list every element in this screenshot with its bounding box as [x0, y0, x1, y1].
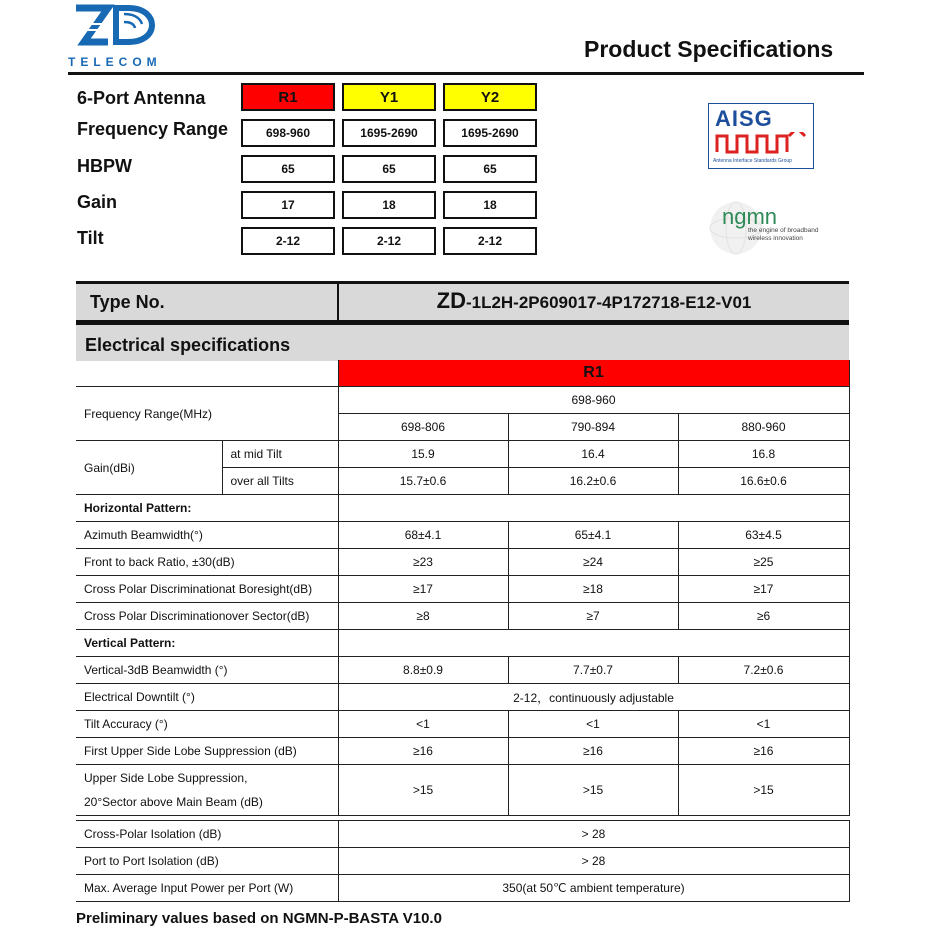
table-cell [338, 630, 849, 657]
row-label: Frequency Range(MHz) [76, 387, 338, 441]
band-header-r1: R1 [241, 83, 335, 111]
page-title: Product Specifications [584, 36, 834, 62]
table-cell: >15 [508, 765, 678, 816]
table-cell: <1 [338, 711, 508, 738]
row-label: Front to back Ratio, ±30(dB) [76, 549, 338, 576]
band-header-y1: Y1 [342, 83, 436, 111]
table-cell: ≥16 [508, 738, 678, 765]
summary-cell: 2-12 [443, 227, 537, 255]
table-cell: 16.8 [678, 441, 849, 468]
band-header-r1: R1 [338, 360, 849, 387]
section-label: Horizontal Pattern: [76, 495, 338, 522]
summary-cell: 18 [342, 191, 436, 219]
aisg-logo: AISG Antenna Interface Standards Group [708, 103, 814, 169]
type-number-label: Type No. [90, 292, 165, 312]
summary-cell: 65 [342, 155, 436, 183]
row-label: Azimuth Beamwidth(°) [76, 522, 338, 549]
summary-cell: 2-12 [241, 227, 335, 255]
table-cell: <1 [678, 711, 849, 738]
row-sublabel: at mid Tilt [222, 441, 338, 468]
table-cell: 7.2±0.6 [678, 657, 849, 684]
table-cell: ≥7 [508, 603, 678, 630]
summary-cell: 698-960 [241, 119, 335, 147]
table-cell: 68±4.1 [338, 522, 508, 549]
row-label: Tilt Accuracy (°) [76, 711, 338, 738]
row-label: Upper Side Lobe Suppression, 20°Sector above Main Beam (dB) [76, 765, 338, 816]
summary-cell: 1695-2690 [342, 119, 436, 147]
logo-text: TELECOM [68, 55, 162, 69]
zd-logo-icon [74, 2, 156, 54]
row-label: Cross Polar Discriminationover Sector(dB) [76, 603, 338, 630]
row-label: First Upper Side Lobe Suppression (dB) [76, 738, 338, 765]
table-cell: ≥23 [338, 549, 508, 576]
table-cell: 16.2±0.6 [508, 468, 678, 495]
table-cell: ≥6 [678, 603, 849, 630]
section-label: Vertical Pattern: [76, 630, 338, 657]
ngmn-logo: ngmn the engine of broadband wireless innovation [706, 196, 838, 258]
table-corner [76, 360, 338, 387]
table-cell: 65±4.1 [508, 522, 678, 549]
table-cell: ≥17 [678, 576, 849, 603]
table-cell: 698-960 [338, 387, 849, 414]
summary-cell: 1695-2690 [443, 119, 537, 147]
row-label: Port to Port Isolation (dB) [76, 848, 338, 875]
type-number-value: ZD-1L2H-2P609017-4P172718-E12-V01 [436, 288, 752, 313]
type-number-bar [76, 281, 849, 323]
table-cell: ≥16 [678, 738, 849, 765]
row-sublabel: over all Tilts [222, 468, 338, 495]
band-header-y2: Y2 [443, 83, 537, 111]
table-cell: 350(at 50℃ ambient temperature) [338, 875, 849, 902]
table-cell: 8.8±0.9 [338, 657, 508, 684]
summary-cell: 2-12 [342, 227, 436, 255]
summary-cell: 65 [241, 155, 335, 183]
table-cell: >15 [678, 765, 849, 816]
electrical-spec-header [76, 322, 849, 361]
tilt-label: Tilt [77, 228, 104, 248]
table-cell: 7.7±0.7 [508, 657, 678, 684]
row-label: Cross Polar Discriminationat Boresight(dB) [76, 576, 338, 603]
table-cell: ≥24 [508, 549, 678, 576]
summary-cell: 17 [241, 191, 335, 219]
row-label: Max. Average Input Power per Port (W) [76, 875, 338, 902]
table-cell: ≥17 [338, 576, 508, 603]
row-label: Vertical-3dB Beamwidth (°) [76, 657, 338, 684]
table-cell: ≥8 [338, 603, 508, 630]
table-cell: 2-12，continuously adjustable [338, 684, 849, 711]
table-cell: ≥16 [338, 738, 508, 765]
hbpw-label: HBPW [77, 156, 132, 176]
row-label: Electrical Downtilt (°) [76, 684, 338, 711]
electrical-spec-title: Electrical specifications [85, 335, 291, 355]
footer-note: Preliminary values based on NGMN-P-BASTA V10.0 [76, 910, 442, 927]
title-divider [68, 72, 864, 75]
table-cell: ≥25 [678, 549, 849, 576]
table-cell: > 28 [338, 821, 849, 848]
table-cell: 698-806 [338, 414, 508, 441]
table-cell: 880-960 [678, 414, 849, 441]
table-cell: 790-894 [508, 414, 678, 441]
table-cell: 15.7±0.6 [338, 468, 508, 495]
table-cell: <1 [508, 711, 678, 738]
frequency-range-label: Frequency Range [77, 119, 229, 139]
table-cell: 15.9 [338, 441, 508, 468]
row-label: Cross-Polar Isolation (dB) [76, 821, 338, 848]
table-cell: 63±4.5 [678, 522, 849, 549]
table-cell: >15 [338, 765, 508, 816]
gain-label: Gain [77, 192, 118, 212]
table-cell: ≥18 [508, 576, 678, 603]
table-cell [338, 495, 849, 522]
table-cell: > 28 [338, 848, 849, 875]
electrical-spec-table [76, 360, 850, 902]
summary-cell: 18 [443, 191, 537, 219]
table-cell: 16.6±0.6 [678, 468, 849, 495]
row-label: Gain(dBi) [76, 441, 222, 495]
aisg-signal-icon [715, 132, 807, 154]
table-cell: 16.4 [508, 441, 678, 468]
ports-label: 6-Port Antenna [77, 88, 206, 108]
summary-cell: 65 [443, 155, 537, 183]
